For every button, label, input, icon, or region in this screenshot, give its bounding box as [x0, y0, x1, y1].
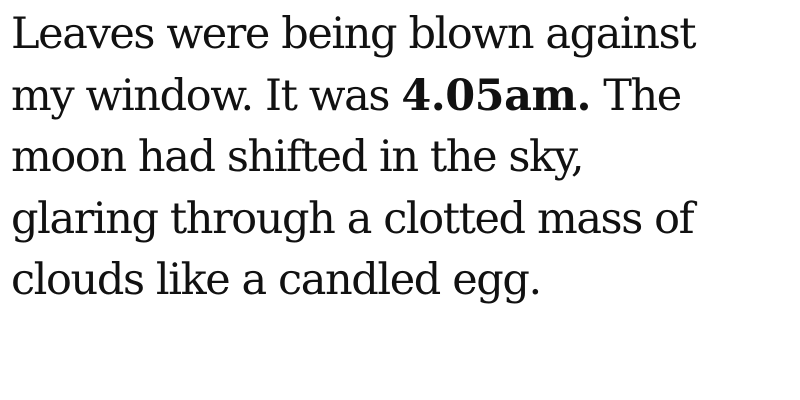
passage-line-4: glaring through a clotted mass of: [11, 193, 694, 244]
passage-line-2-end: The: [590, 70, 681, 121]
passage-line-5: clouds like a candled egg.: [11, 255, 541, 305]
story-passage: [11, 4, 791, 312]
time-highlight: 4.05am.: [401, 70, 591, 121]
passage-line-2: [11, 66, 791, 128]
passage-line-1: Leaves were being blown against: [11, 9, 696, 59]
passage-line-2-start: my window. It was: [11, 70, 402, 121]
passage-line-3: moon had shifted in the sky,: [11, 132, 584, 182]
